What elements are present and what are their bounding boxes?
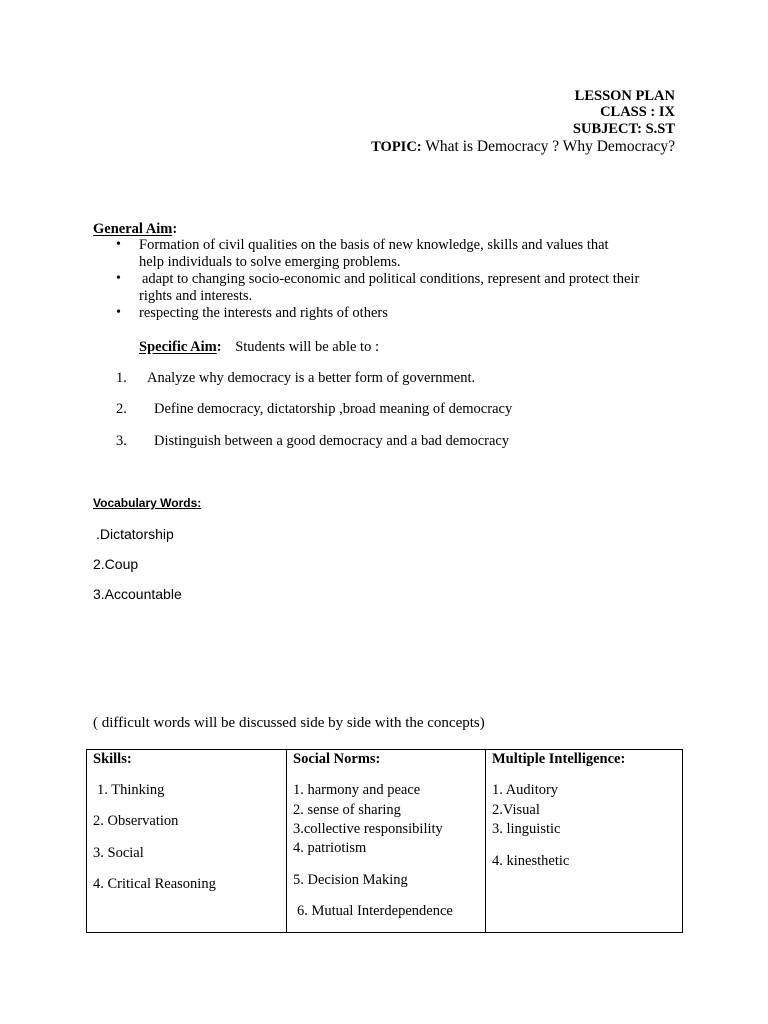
- general-aim-item-1-line1: Formation of civil qualities on the basis of new knowledge, skills and values that: [139, 237, 609, 253]
- class-line: CLASS : IX: [600, 104, 675, 120]
- general-aim-item-2-line2: rights and interests.: [139, 288, 253, 304]
- vocabulary-heading: Vocabulary Words:: [93, 496, 202, 510]
- lesson-plan-title: LESSON PLAN: [574, 88, 675, 104]
- multiple-intelligence-header: Multiple Intelligence:: [492, 751, 626, 767]
- social-norm-item: 3.collective responsibility: [293, 821, 443, 837]
- specific-aim-num-1: 1.: [116, 370, 127, 386]
- topic-label: TOPIC:: [371, 139, 422, 155]
- general-aim-heading: General Aim:: [93, 221, 178, 237]
- specific-aim-intro: Students will be able to :: [235, 339, 379, 355]
- topic-line: [371, 138, 675, 156]
- specific-aim-item-3: Distinguish between a good democracy and a bad democracy: [154, 433, 510, 449]
- subject-line: SUBJECT: S.ST: [572, 121, 675, 137]
- social-norms-header: Social Norms:: [293, 751, 381, 767]
- skill-item: 2. Observation: [93, 813, 179, 829]
- specific-aim-num-2: 2.: [116, 401, 127, 417]
- skills-header: Skills:: [93, 751, 132, 767]
- topic-text: What is Democracy ? Why Democracy?: [425, 138, 675, 155]
- social-norm-item: 5. Decision Making: [293, 872, 408, 888]
- bullet-icon: •: [116, 237, 121, 252]
- intelligence-item: 4. kinesthetic: [492, 853, 570, 869]
- skill-item: 1. Thinking: [97, 782, 165, 798]
- skills-norms-table: [86, 749, 683, 933]
- skill-item: 3. Social: [93, 845, 144, 861]
- specific-aim-item-2: Define democracy, dictatorship ,broad meaning of democracy: [154, 401, 513, 417]
- intelligence-item: 1. Auditory: [492, 782, 559, 798]
- vocabulary-word-1: .Dictatorship: [96, 526, 174, 542]
- general-aim-item-1-line2: help individuals to solve emerging problems.: [139, 254, 401, 270]
- intelligence-item: 2.Visual: [492, 802, 540, 818]
- bullet-icon: •: [116, 271, 121, 286]
- multiple-intelligence-column: [486, 750, 683, 933]
- social-norm-item: 6. Mutual Interdependence: [297, 903, 453, 919]
- skills-column: [87, 750, 287, 933]
- social-norm-item: 1. harmony and peace: [293, 782, 421, 798]
- bullet-icon: •: [116, 305, 121, 320]
- specific-aim-item-1: Analyze why democracy is a better form of government.: [147, 370, 476, 386]
- intelligence-item: 3. linguistic: [492, 821, 561, 837]
- general-aim-item-3: respecting the interests and rights of others: [139, 305, 388, 321]
- social-norm-item: 4. patriotism: [293, 840, 367, 856]
- general-aim-item-2-line1: adapt to changing socio-economic and political conditions, represent and protect their: [142, 271, 640, 287]
- specific-aim-line: [139, 339, 379, 356]
- social-norm-item: 2. sense of sharing: [293, 802, 401, 818]
- difficult-words-note: ( difficult words will be discussed side by side with the concepts): [93, 715, 485, 731]
- vocabulary-word-3: 3.Accountable: [93, 586, 182, 602]
- skill-item: 4. Critical Reasoning: [93, 876, 216, 892]
- specific-aim-num-3: 3.: [116, 433, 127, 449]
- specific-aim-heading: Specific Aim:: [139, 339, 222, 355]
- vocabulary-word-2: 2.Coup: [93, 556, 139, 572]
- social-norms-column: [287, 750, 486, 933]
